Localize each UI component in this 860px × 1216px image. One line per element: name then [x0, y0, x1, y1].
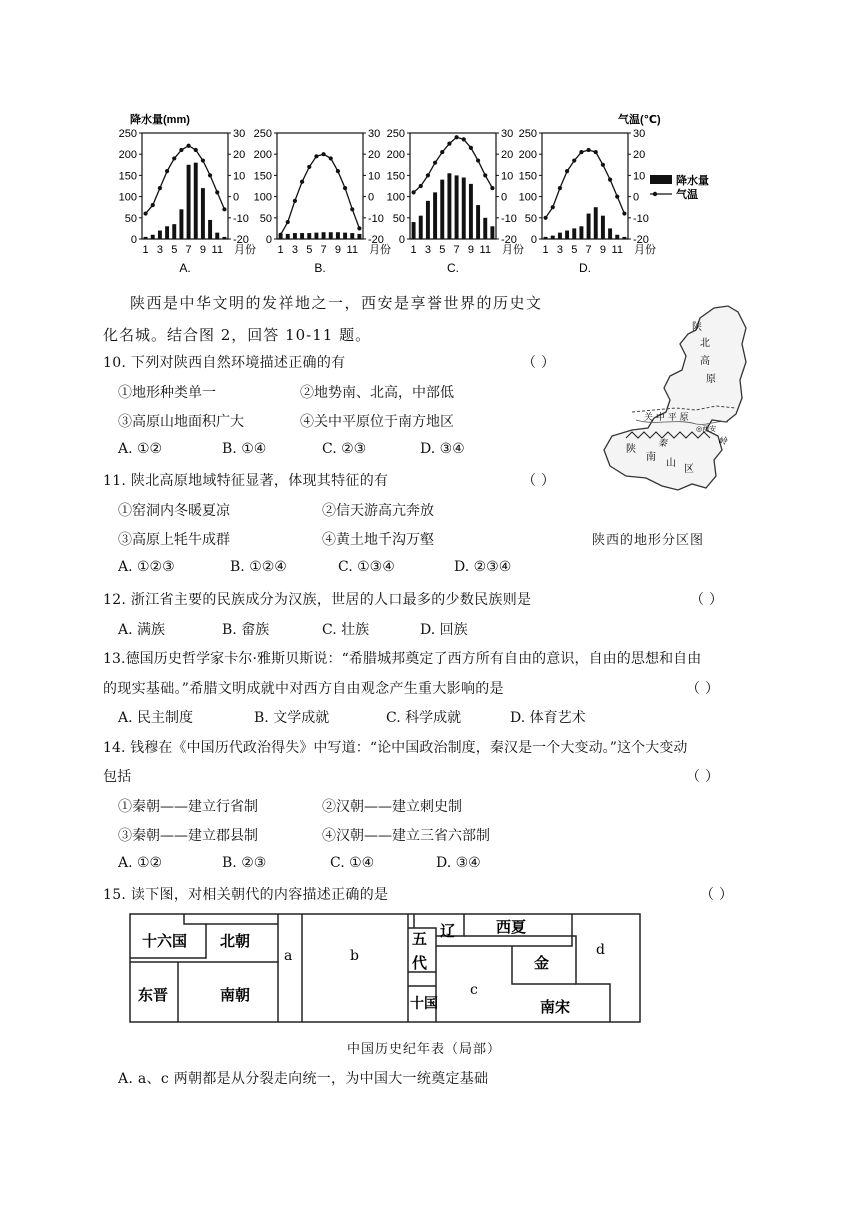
precip-bar: [300, 233, 304, 239]
precip-bar: [357, 234, 361, 239]
q14-choice-c: C. ①④: [330, 855, 375, 871]
precip-bar: [587, 214, 591, 239]
temp-point: [293, 199, 297, 203]
temp-point: [143, 211, 147, 215]
y2-tick-label: -10: [633, 212, 649, 225]
precip-bar: [469, 184, 473, 239]
precip-bar: [187, 165, 191, 239]
q12-choice-b: B. 畲族: [222, 622, 270, 638]
q14-choice-a: A. ①②: [118, 855, 163, 871]
cell-liao: 辽: [440, 922, 456, 940]
precip-bar: [165, 226, 169, 239]
temp-point: [172, 156, 176, 160]
y2-tick-label: 0: [633, 191, 640, 204]
y2-tick-label: 10: [633, 170, 646, 183]
y2-tick-label: 0: [368, 191, 375, 204]
precip-bar: [433, 192, 437, 239]
precip-bar: [483, 218, 487, 239]
x-unit-label: 月份: [502, 244, 524, 256]
temp-point: [194, 148, 198, 152]
map-label-gao: 高: [700, 356, 710, 367]
temp-point: [426, 173, 430, 177]
temp-point: [433, 161, 437, 165]
y2-tick-label: 30: [633, 128, 646, 140]
month-tick-label: 7: [453, 244, 460, 256]
precip-bar: [544, 237, 548, 239]
q14-statement-4: ④汉朝——建立三省六部制: [322, 828, 490, 844]
precip-bar: [447, 173, 451, 239]
table-caption: 中国历史纪年表（局部）: [347, 1042, 502, 1057]
precip-bar: [322, 232, 326, 239]
q15-answer-blank: （ ）: [700, 887, 734, 903]
month-tick-label: 1: [410, 244, 417, 256]
y-tick-label: 250: [118, 128, 137, 140]
month-tick-label: 7: [185, 244, 192, 256]
y-tick-label: 0: [530, 234, 537, 246]
y-tick-label: 150: [518, 170, 537, 183]
precip-bar: [179, 209, 183, 239]
temp-point: [222, 207, 226, 211]
y2-tick-label: 20: [368, 149, 381, 162]
precip-bar: [579, 226, 583, 239]
precip-bar: [222, 237, 226, 239]
chronology-table: [124, 910, 644, 1028]
q12-answer-blank: （ ）: [690, 592, 724, 608]
y2-tick-label: 20: [501, 149, 514, 162]
q13-line-2: 的现实基础。”希腊文明成就中对西方自由观念产生重大影响的是: [103, 681, 504, 697]
chart-title: D.: [579, 261, 591, 275]
temp-point: [278, 233, 282, 237]
y-tick-label: 150: [386, 170, 405, 183]
y-tick-label: 250: [386, 128, 405, 140]
chart-title: B.: [314, 261, 326, 275]
precip-bar: [343, 233, 347, 239]
month-tick-label: 5: [171, 244, 178, 256]
precip-bar: [490, 226, 494, 239]
temp-point: [579, 150, 583, 154]
y-tick-label: 100: [386, 191, 405, 204]
y2-tick-label: 10: [501, 170, 514, 183]
temp-point: [543, 216, 547, 220]
q12-stem: 12. 浙江省主要的民族成分为汉族，世居的人口最多的少数民族则是: [103, 592, 532, 608]
temp-point: [594, 150, 598, 154]
map-label-guanzhong: 关 中 平 原: [644, 413, 689, 423]
cell-sixteen-kingdoms: 十六国: [142, 932, 188, 950]
precip-bar: [455, 175, 459, 239]
temp-point: [201, 158, 205, 162]
y-tick-label: 200: [518, 149, 537, 162]
precip-bar: [622, 237, 626, 239]
precip-bar: [426, 201, 430, 239]
y-tick-label: 50: [524, 212, 537, 225]
precip-bar: [412, 222, 416, 239]
q14-answer-blank: （ ）: [686, 769, 720, 785]
temp-point: [483, 173, 487, 177]
q11-statement-4: ④黄土地千沟万壑: [322, 532, 434, 548]
y2-tick-label: -20: [501, 234, 517, 246]
precip-bar: [476, 205, 480, 239]
precip-bar: [208, 220, 212, 239]
shaanxi-terrain-map: [596, 300, 756, 510]
precip-bar: [440, 180, 444, 239]
cell-northern-dynasties: 北朝: [220, 932, 251, 950]
temp-point: [300, 180, 304, 184]
temp-point: [565, 169, 569, 173]
q11-stem: 11. 陕北高原地域特征显著，体现其特征的有: [103, 473, 389, 489]
chart-frame: [277, 133, 363, 239]
map-label-nan: 南: [646, 452, 656, 463]
q14-line-2: 包括: [103, 769, 132, 785]
month-tick-label: 5: [571, 244, 578, 256]
temp-axis-label: 气温(℃): [618, 114, 661, 126]
cell-c: c: [470, 982, 478, 998]
temp-point: [440, 150, 444, 154]
y2-tick-label: -20: [233, 234, 249, 246]
q13-answer-blank: （ ）: [686, 681, 720, 697]
q11-statement-1: ①窑洞内冬暖夏凉: [118, 503, 230, 519]
month-tick-label: 3: [156, 244, 163, 256]
chart-title: A.: [179, 261, 191, 275]
q10-answer-blank: （ ）: [522, 355, 556, 371]
temp-point: [321, 152, 325, 156]
q13-line-1: 13.德国历史哲学家卡尔·雅斯贝斯说：“希腊城邦奠定了西方所有自由的意识，自由的思想和自由: [103, 651, 702, 667]
y2-tick-label: -10: [233, 212, 249, 225]
precip-bar: [551, 236, 555, 239]
y2-tick-label: -20: [633, 234, 649, 246]
month-tick-label: 5: [439, 244, 446, 256]
climate-charts: [110, 105, 750, 280]
month-tick-label: 9: [334, 244, 341, 256]
month-tick-label: 7: [320, 244, 327, 256]
y-tick-label: 250: [518, 128, 537, 140]
x-unit-label: 月份: [369, 244, 391, 256]
y-tick-label: 150: [118, 170, 137, 183]
temp-point: [615, 195, 619, 199]
q11-choice-a: A. ①②③: [118, 559, 175, 575]
y2-tick-label: -10: [368, 212, 384, 225]
temp-point: [490, 186, 494, 190]
q14-statement-2: ②汉朝——建立刺史制: [322, 799, 462, 815]
y-tick-label: 150: [253, 170, 272, 183]
precip-bar: [572, 228, 576, 239]
y-tick-label: 50: [124, 212, 137, 225]
temp-line: [146, 146, 225, 214]
y2-tick-label: 30: [233, 128, 246, 140]
q10-statement-3: ③高原山地面积广大: [118, 414, 244, 430]
temp-point: [343, 186, 347, 190]
temp-point: [165, 169, 169, 173]
month-tick-label: 1: [142, 244, 149, 256]
map-label-qu: 区: [684, 464, 694, 475]
temp-point: [447, 142, 451, 146]
temp-point: [572, 158, 576, 162]
temp-point: [469, 146, 473, 150]
month-tick-label: 9: [467, 244, 474, 256]
cell-southern-dynasties: 南朝: [220, 986, 251, 1004]
q11-choice-b: B. ①②④: [230, 559, 287, 575]
precip-bar: [215, 233, 219, 239]
x-unit-label: 月份: [634, 244, 656, 256]
month-tick-label: 11: [346, 244, 358, 256]
y2-tick-label: 0: [501, 191, 508, 204]
temp-point: [462, 137, 466, 141]
y2-tick-label: 0: [233, 191, 240, 204]
temp-point: [551, 205, 555, 209]
q11-statement-2: ②信天游高亢奔放: [322, 503, 434, 519]
month-tick-label: 9: [599, 244, 606, 256]
precip-bar: [144, 237, 148, 239]
precip-bar: [608, 228, 612, 239]
chart-title: C.: [447, 261, 459, 275]
month-tick-label: 7: [585, 244, 592, 256]
y-tick-label: 200: [253, 149, 272, 162]
map-label-yuan: 原: [706, 374, 716, 385]
q14-statement-1: ①秦朝——建立行省制: [118, 799, 258, 815]
q12-choice-d: D. 回族: [420, 622, 468, 638]
legend-precip-label: 降水量: [676, 175, 709, 187]
temp-point: [357, 226, 361, 230]
q11-statement-3: ③高原上牦牛成群: [118, 532, 230, 548]
cell-border-jin: [436, 936, 610, 1022]
month-tick-label: 11: [479, 244, 491, 256]
temp-line: [546, 150, 625, 218]
month-tick-label: 5: [306, 244, 313, 256]
temp-point: [314, 154, 318, 158]
intro-line-2: 化名城。结合图 2，回答 10-11 题。: [103, 326, 372, 344]
y2-tick-label: 30: [368, 128, 381, 140]
q10-stem: 10. 下列对陕西自然环境描述正确的有: [103, 355, 346, 371]
cell-border-shiguo: [408, 972, 436, 986]
legend-temp-dot: [653, 192, 657, 196]
temp-point: [476, 158, 480, 162]
map-caption: 陕西的地形分区图: [592, 533, 705, 548]
precip-bar: [615, 235, 619, 239]
cell-b: b: [350, 948, 359, 964]
precip-axis-label: 降水量(mm): [130, 114, 190, 126]
q12-choice-c: C. 壮族: [322, 622, 370, 638]
temp-point: [558, 186, 562, 190]
y-tick-label: 0: [265, 234, 272, 246]
precip-bar: [314, 233, 318, 239]
q11-choice-d: D. ②③④: [454, 559, 512, 575]
cell-d: d: [596, 942, 605, 958]
q13-choice-a: A. 民主制度: [118, 710, 194, 726]
y-tick-label: 0: [398, 234, 405, 246]
month-tick-label: 1: [277, 244, 284, 256]
q10-statement-1: ①地形种类单一: [118, 385, 216, 401]
chart-frame: [410, 133, 496, 239]
y-tick-label: 100: [253, 191, 272, 204]
precip-bar: [594, 207, 598, 239]
precip-bar: [419, 216, 423, 239]
y2-tick-label: -20: [368, 234, 384, 246]
precip-bar: [329, 232, 333, 239]
temp-point: [586, 148, 590, 152]
cell-jin: 金: [534, 954, 550, 972]
q14-line-1: 14. 钱穆在《中国历代政治得失》中写道：“论中国政治制度，秦汉是一个大变动。”这个大变动: [103, 740, 688, 756]
temp-point: [411, 190, 415, 194]
precip-bar: [158, 231, 162, 239]
temp-point: [215, 190, 219, 194]
y2-tick-label: 20: [633, 149, 646, 162]
month-tick-label: 9: [199, 244, 206, 256]
q13-choice-d: D. 体育艺术: [510, 710, 586, 726]
q10-choice-d: D. ③④: [420, 441, 465, 457]
map-label-xian: ◎西安: [696, 425, 717, 433]
cell-a: a: [284, 948, 293, 964]
precip-bar: [462, 178, 466, 239]
q10-choice-c: C. ②③: [322, 441, 367, 457]
x-unit-label: 月份: [234, 244, 256, 256]
temp-point: [208, 173, 212, 177]
y-tick-label: 100: [118, 191, 137, 204]
intro-line-1: 陕西是中华文明的发祥地之一，西安是享誉世界的历史文: [130, 294, 543, 312]
temp-point: [329, 156, 333, 160]
map-label-shaannan: 陕: [626, 444, 636, 455]
temp-point: [622, 211, 626, 215]
cell-eastern-jin: 东晋: [138, 986, 169, 1004]
precip-bar: [286, 234, 290, 239]
y2-tick-label: -10: [501, 212, 517, 225]
month-tick-label: 11: [611, 244, 623, 256]
map-label-shaan: 陕: [692, 322, 702, 333]
map-label-shan: 山: [666, 458, 676, 469]
map-label-qin: 秦: [658, 439, 668, 449]
precip-bar: [558, 233, 562, 239]
precip-bar: [172, 224, 176, 239]
temp-point: [350, 207, 354, 211]
q10-choice-b: B. ①④: [222, 441, 267, 457]
y-tick-label: 200: [118, 149, 137, 162]
month-tick-label: 3: [291, 244, 298, 256]
cell-ten-kingdoms: 十国: [410, 996, 438, 1012]
precip-bar: [565, 231, 569, 239]
temp-point: [419, 184, 423, 188]
temp-point: [608, 178, 612, 182]
q10-choice-a: A. ①②: [118, 441, 163, 457]
precip-bar: [151, 235, 155, 239]
q14-statement-3: ③秦朝——建立郡县制: [118, 828, 258, 844]
cell-western-xia: 西夏: [496, 918, 527, 936]
q13-choice-b: B. 文学成就: [254, 710, 330, 726]
precip-bar: [350, 233, 354, 239]
cell-southern-song: 南宋: [540, 998, 571, 1016]
precip-bar: [601, 216, 605, 239]
chart-frame: [542, 133, 628, 239]
month-tick-label: 3: [556, 244, 563, 256]
temp-line: [281, 154, 360, 235]
q13-choice-c: C. 科学成就: [386, 710, 462, 726]
q14-choice-b: B. ②③: [222, 855, 267, 871]
legend-temp-label: 气温: [676, 189, 698, 201]
q15-choice-a: A. a、c 两朝都是从分裂走向统一，为中国大一统奠定基础: [118, 1071, 489, 1087]
temp-point: [454, 135, 458, 139]
y-tick-label: 100: [518, 191, 537, 204]
precip-bar: [194, 163, 198, 239]
temp-point: [151, 203, 155, 207]
temp-point: [336, 169, 340, 173]
temp-point: [179, 148, 183, 152]
y-tick-label: 250: [253, 128, 272, 140]
cell-border-a: [278, 914, 302, 1022]
map-label-ling: 岭: [718, 437, 728, 447]
legend-precip-swatch: [650, 175, 672, 184]
precip-bar: [201, 188, 205, 239]
temp-point: [601, 163, 605, 167]
y2-tick-label: 10: [233, 170, 246, 183]
temp-point: [307, 165, 311, 169]
q11-choice-c: C. ①③④: [338, 559, 395, 575]
y2-tick-label: 30: [501, 128, 514, 140]
y2-tick-label: 10: [368, 170, 381, 183]
month-tick-label: 1: [542, 244, 549, 256]
precip-bar: [336, 232, 340, 239]
q11-answer-blank: （ ）: [522, 473, 556, 489]
q14-choice-d: D. ③④: [436, 855, 481, 871]
y-tick-label: 200: [386, 149, 405, 162]
q10-statement-2: ②地势南、北高，中部低: [300, 385, 454, 401]
temp-point: [158, 186, 162, 190]
month-tick-label: 11: [211, 244, 223, 256]
q12-choice-a: A. 满族: [118, 622, 166, 638]
temp-point: [286, 220, 290, 224]
precip-bar: [293, 233, 297, 239]
precip-bar: [307, 233, 311, 239]
y-tick-label: 0: [130, 234, 137, 246]
temp-line: [414, 137, 493, 192]
q15-stem: 15. 读下图，对相关朝代的内容描述正确的是: [103, 887, 389, 903]
q10-statement-4: ④关中平原位于南方地区: [300, 414, 454, 430]
cell-wudai-1: 五: [412, 930, 428, 948]
month-tick-label: 3: [424, 244, 431, 256]
map-label-bei: 北: [700, 338, 710, 349]
y-tick-label: 50: [259, 212, 272, 225]
y2-tick-label: 20: [233, 149, 246, 162]
temp-point: [186, 144, 190, 148]
cell-wudai-2: 代: [412, 954, 428, 972]
y-tick-label: 50: [392, 212, 405, 225]
